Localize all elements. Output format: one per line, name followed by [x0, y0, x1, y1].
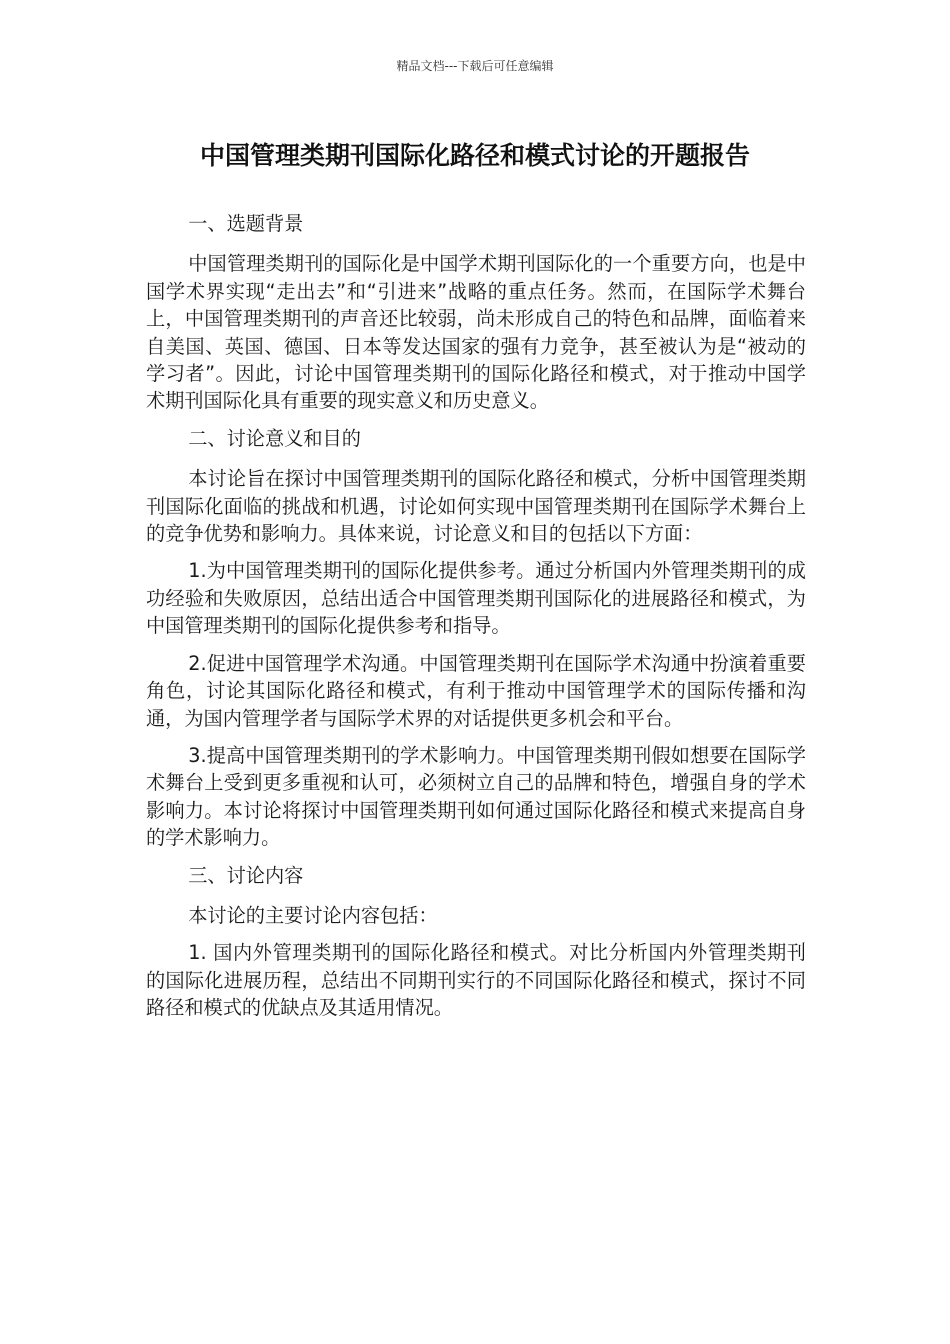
section-heading: 二、讨论意义和目的 [188, 426, 361, 450]
list-item: 1.为中国管理类期刊的国际化提供参考。通过分析国内外管理类期刊的成功经验和失败原因，总结出适合中国管理类期刊国际化的进展路径和模式，为中国管理类期刊的国际化提供参考和指导。 [146, 559, 806, 638]
paragraph: 本讨论旨在探讨中国管理类期刊的国际化路径和模式，分析中国管理类期刊国际化面临的挑战和机遇，讨论如何实现中国管理类期刊在国际学术舞台上的竞争优势和影响力。具体来说，讨论意义和目的包括以下方面： [146, 467, 806, 546]
paragraph: 本讨论的主要讨论内容包括： [188, 903, 438, 927]
list-item: 3.提高中国管理类期刊的学术影响力。中国管理类期刊假如想要在国际学术舞台上受到更多重视和认可，必须树立自己的品牌和特色，增强自身的学术影响力。本讨论将探讨中国管理类期刊如何通过国际化路径和模式来提高自身的学术影响力。 [146, 743, 806, 850]
list-item: 1. 国内外管理类期刊的国际化路径和模式。对比分析国内外管理类期刊的国际化进展历程，总结出不同期刊实行的不同国际化路径和模式，探讨不同路径和模式的优缺点及其适用情况。 [146, 941, 806, 1020]
header-note: 精品文档---下载后可任意编辑 [396, 59, 554, 73]
paragraph: 中国管理类期刊的国际化是中国学术期刊国际化的一个重要方向，也是中国学术界实现“走出去”和“引进来”战略的重点任务。然而，在国际学术舞台上，中国管理类期刊的声音还比较弱，尚未形成自己的特色和品牌，面临着来自美国、英国、德国、日本等发达国家的强有力竞争，甚至被认为是“被动的学习者”。因此，讨论中国管理类期刊的国际化路径和模式，对于推动中国学术期刊国际化具有重要的现实意义和历史意义。 [146, 252, 806, 413]
section-heading: 一、选题背景 [188, 212, 304, 235]
list-item: 2.促进中国管理学术沟通。中国管理类期刊在国际学术沟通中扮演着重要角色，讨论其国际化路径和模式，有利于推动中国管理学术的国际传播和沟通，为国内管理学者与国际学术界的对话提供更多机会和平台。 [146, 651, 806, 730]
section-heading: 三、讨论内容 [188, 863, 304, 887]
document-body [146, 210, 806, 1032]
document-title: 中国管理类期刊国际化路径和模式讨论的开题报告 [199, 141, 750, 170]
